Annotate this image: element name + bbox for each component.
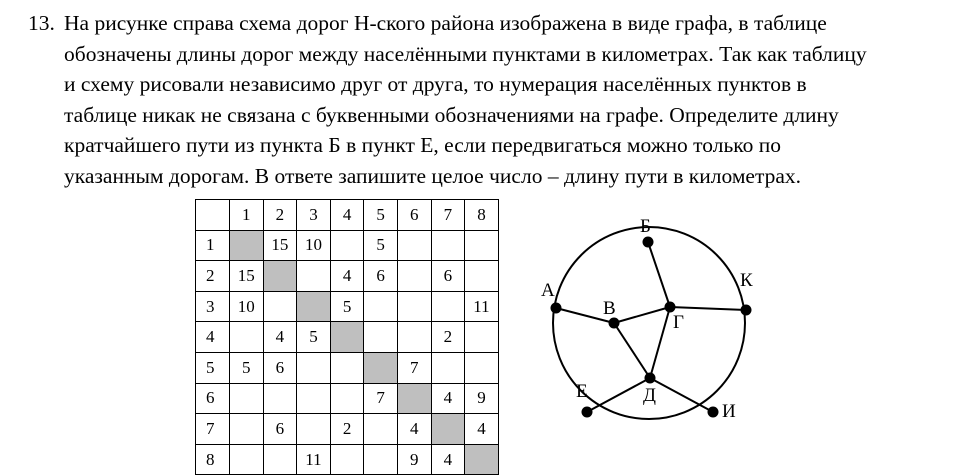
table-cell: 5 [297, 322, 331, 353]
table-column-header: 8 [465, 200, 499, 231]
table-column-header: 5 [364, 200, 398, 231]
table-cell [230, 444, 264, 475]
graph-node [665, 302, 676, 313]
table-diagonal-cell [397, 383, 431, 414]
graph-edge [614, 307, 670, 323]
table-cell: 6 [364, 261, 398, 292]
graph-node [609, 318, 620, 329]
table-cell [230, 383, 264, 414]
table-row-header: 5 [196, 352, 230, 383]
table-diagonal-cell [263, 261, 297, 292]
table-cell: 9 [397, 444, 431, 475]
graph-node-label: К [740, 270, 753, 291]
table-row [196, 352, 499, 383]
table-column-header: 1 [230, 200, 264, 231]
table-row-header: 2 [196, 261, 230, 292]
table-row [196, 230, 499, 261]
table-cell [330, 383, 364, 414]
table-column-header: 3 [297, 200, 331, 231]
problem-line-text: На рисунке справа схема дорог Н-ского района изображена в виде графа, в таблице [64, 11, 827, 35]
table-cell [263, 383, 297, 414]
table-cell [364, 291, 398, 322]
table-column-header: 7 [431, 200, 465, 231]
table-cell [465, 230, 499, 261]
graph-edge [670, 307, 746, 310]
table-cell [364, 322, 398, 353]
table-cell [397, 291, 431, 322]
graph-edge [614, 323, 650, 378]
problem-text [28, 8, 958, 191]
table-diagonal-cell [465, 444, 499, 475]
table-cell [364, 444, 398, 475]
table-diagonal-cell [230, 230, 264, 261]
graph-edge [587, 378, 650, 412]
table-cell [330, 230, 364, 261]
table-cell [431, 230, 465, 261]
table-cell [364, 414, 398, 445]
table-row [196, 322, 499, 353]
problem-line: указанным дорогам. В ответе запишите целое число – длину пути в километрах. [64, 163, 802, 188]
table-row [196, 291, 499, 322]
table-column-header: 6 [397, 200, 431, 231]
table-cell [431, 291, 465, 322]
table-cell [297, 414, 331, 445]
table-cell: 10 [297, 230, 331, 261]
graph-node-label: Д [643, 385, 656, 406]
table-cell [297, 352, 331, 383]
graph-node-label: В [603, 298, 616, 319]
table-cell [230, 322, 264, 353]
problem-line: таблице никак не связана с буквенными обозначениями на графе. Определите длину [64, 102, 839, 127]
table-row [196, 444, 499, 475]
table-diagonal-cell [330, 322, 364, 353]
table-cell [465, 352, 499, 383]
table-header-row [196, 200, 499, 231]
problem-line [28, 8, 958, 39]
graph-edge [650, 378, 713, 412]
graph-edge [648, 242, 670, 307]
table-cell [397, 322, 431, 353]
table-cell: 11 [297, 444, 331, 475]
table-cell [431, 352, 465, 383]
problem-number: 13. [28, 11, 55, 35]
table-cell [397, 230, 431, 261]
road-graph [530, 210, 770, 455]
table-column-header: 2 [263, 200, 297, 231]
table-diagonal-cell [297, 291, 331, 322]
table-cell: 4 [431, 383, 465, 414]
table-cell [230, 414, 264, 445]
table-cell: 5 [330, 291, 364, 322]
graph-node [741, 305, 752, 316]
table-row-header: 1 [196, 230, 230, 261]
table-row-header: 3 [196, 291, 230, 322]
table-corner-cell [196, 200, 230, 231]
table-cell: 4 [397, 414, 431, 445]
graph-node [582, 407, 593, 418]
table-cell [330, 352, 364, 383]
table-cell: 4 [263, 322, 297, 353]
table-cell: 9 [465, 383, 499, 414]
graph-node-label: Б [640, 216, 651, 237]
problem-line: кратчайшего пути из пункта Б в пункт Е, если передвигаться можно только по [64, 133, 782, 157]
table-cell [465, 261, 499, 292]
graph-node-label: И [722, 401, 736, 422]
table-cell [263, 291, 297, 322]
table-cell: 6 [263, 352, 297, 383]
table-cell: 15 [263, 230, 297, 261]
graph-edge [650, 307, 670, 378]
graph-node-label: Е [576, 381, 588, 402]
table-row-header: 8 [196, 444, 230, 475]
table-cell: 5 [364, 230, 398, 261]
table-cell [397, 261, 431, 292]
table-row [196, 261, 499, 292]
problem-line: обозначены длины дорог между населёнными пунктами в километрах. Так как таблицу [64, 41, 867, 66]
graph-node [645, 373, 656, 384]
table-cell: 4 [465, 414, 499, 445]
table-row-header: 6 [196, 383, 230, 414]
table-cell: 6 [263, 414, 297, 445]
table-cell: 7 [397, 352, 431, 383]
table-row [196, 414, 499, 445]
distance-table [195, 199, 499, 475]
table-cell: 2 [431, 322, 465, 353]
graph-node-label: А [541, 280, 555, 301]
table-cell [330, 444, 364, 475]
graph-node [551, 303, 562, 314]
problem-line: и схему рисовали независимо друг от друга, то нумерация населённых пунктов в [64, 72, 807, 96]
table-cell: 5 [230, 352, 264, 383]
table-cell [263, 444, 297, 475]
table-cell: 4 [431, 444, 465, 475]
table-cell [297, 261, 331, 292]
table-cell: 4 [330, 261, 364, 292]
table-cell: 2 [330, 414, 364, 445]
table-cell: 15 [230, 261, 264, 292]
table-diagonal-cell [431, 414, 465, 445]
graph-node [708, 407, 719, 418]
graph-node-label: Г [673, 312, 684, 333]
table-row-header: 7 [196, 414, 230, 445]
table-row [196, 383, 499, 414]
table-column-header: 4 [330, 200, 364, 231]
table-cell: 11 [465, 291, 499, 322]
table-cell [297, 383, 331, 414]
table-cell: 6 [431, 261, 465, 292]
graph-node [643, 237, 654, 248]
table-cell: 10 [230, 291, 264, 322]
table-diagonal-cell [364, 352, 398, 383]
table-row-header: 4 [196, 322, 230, 353]
table-cell [465, 322, 499, 353]
table-cell: 7 [364, 383, 398, 414]
